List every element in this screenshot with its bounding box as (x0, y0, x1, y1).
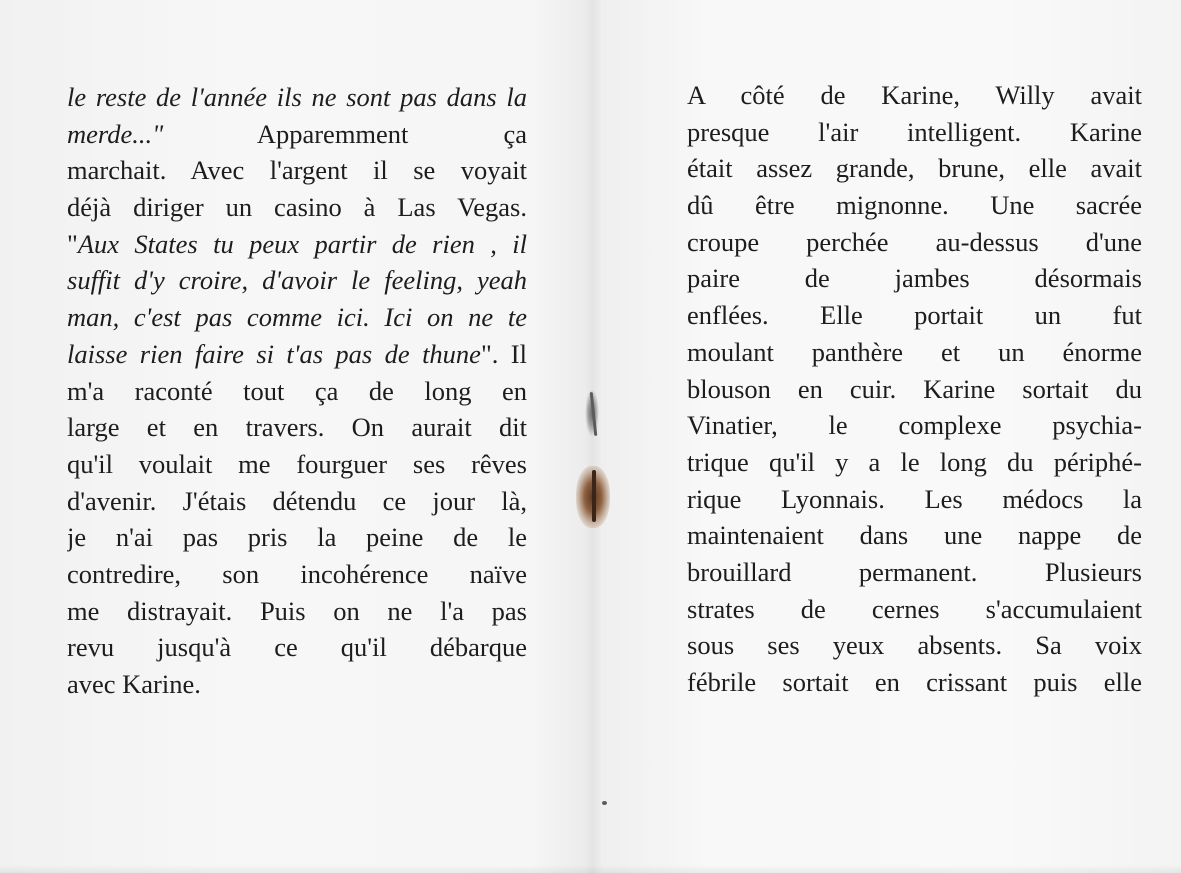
text-segment: ". Il (480, 338, 527, 369)
left-page-line (67, 593, 527, 630)
text-segment: trique qu'il y a le long du périphé- (687, 446, 1142, 477)
paper-speck (602, 801, 607, 805)
text-segment: enflées. Elle portait un fut (687, 300, 1142, 331)
text-segment: strates de cernes s'accumulaient (687, 593, 1142, 624)
right-page-line (687, 260, 1142, 297)
text-segment: presque l'air intelligent. Karine (687, 116, 1142, 147)
text-segment: moulant panthère et un énorme (687, 336, 1142, 367)
right-page-line (687, 444, 1142, 481)
right-page-line (687, 187, 1142, 224)
left-page-line (67, 299, 527, 336)
left-page-line (67, 483, 527, 520)
text-segment: suffit d'y croire, d'avoir le feeling, yeah (67, 265, 527, 296)
text-segment: d'avenir. J'étais détendu ce jour là, (67, 485, 527, 516)
text-segment: avec Karine. (67, 669, 201, 699)
right-page-line (687, 664, 1142, 701)
left-page-text (67, 79, 527, 703)
text-segment: qu'il voulait me fourguer ses rêves (67, 448, 527, 479)
text-segment: " (67, 228, 78, 259)
left-page-line (67, 409, 527, 446)
text-segment: paire de jambes désormais (687, 263, 1142, 294)
left-page (0, 0, 590, 873)
left-page-line (67, 79, 527, 116)
text-segment: brouillard permanent. Plusieurs (687, 556, 1142, 587)
text-segment: le reste de l'année ils ne sont pas dans la (67, 82, 527, 112)
right-page-line (687, 77, 1142, 114)
right-page-line (687, 627, 1142, 664)
text-segment: dû être mignonne. Une sacrée (687, 190, 1142, 221)
page-bottom-edge (0, 865, 1181, 873)
right-page-line (687, 481, 1142, 518)
text-segment: Aux States tu peux partir de rien , il (77, 228, 527, 259)
right-page-line (687, 591, 1142, 628)
left-page-line (67, 152, 527, 189)
text-segment: merde..." (67, 118, 164, 149)
left-page-line (67, 189, 527, 226)
text-segment: m'a raconté tout ça de long en (67, 375, 527, 406)
right-page-text (687, 77, 1142, 701)
bottom-staple-wire (592, 470, 596, 522)
left-page-line (67, 262, 527, 299)
text-segment: rique Lyonnais. Les médocs la (687, 483, 1142, 514)
text-segment: fébrile sortait en crissant puis elle (687, 667, 1142, 697)
left-page-line (67, 373, 527, 410)
right-page-line (687, 371, 1142, 408)
right-page-line (687, 297, 1142, 334)
text-segment: man, c'est pas comme ici. Ici on ne te (67, 302, 527, 333)
right-page-line (687, 554, 1142, 591)
left-page-line (67, 629, 527, 666)
text-segment: était assez grande, brune, elle avait (687, 153, 1142, 184)
right-page-line (687, 517, 1142, 554)
text-segment: je n'ai pas pris la peine de le (67, 522, 527, 553)
left-page-line (67, 446, 527, 483)
left-page-line (67, 116, 527, 153)
text-segment: laisse rien faire si t'as pas de thune (67, 338, 481, 369)
left-page-line (67, 336, 527, 373)
left-page-line (67, 666, 527, 703)
left-page-line (67, 556, 527, 593)
left-page-line (67, 519, 527, 556)
text-segment: A côté de Karine, Willy avait (687, 80, 1142, 110)
text-segment: me distrayait. Puis on ne l'a pas (67, 595, 527, 626)
right-page-line (687, 334, 1142, 371)
text-segment: croupe perchée au-dessus d'une (687, 226, 1142, 257)
text-segment: Apparemment ça (163, 118, 527, 149)
text-segment: déjà diriger un casino à Las Vegas. (67, 192, 527, 223)
text-segment: blouson en cuir. Karine sortait du (687, 373, 1142, 404)
right-page-line (687, 224, 1142, 261)
text-segment: contredire, son incohérence naïve (67, 558, 527, 589)
right-page (590, 0, 1181, 873)
text-segment: marchait. Avec l'argent il se voyait (67, 155, 527, 186)
left-page-line (67, 226, 527, 263)
text-segment: maintenaient dans une nappe de (687, 520, 1142, 551)
text-segment: Vinatier, le complexe psychia- (687, 410, 1142, 441)
right-page-line (687, 150, 1142, 187)
text-segment: large et en travers. On aurait dit (67, 412, 527, 443)
text-segment: sous ses yeux absents. Sa voix (687, 630, 1142, 661)
right-page-line (687, 114, 1142, 151)
right-page-line (687, 407, 1142, 444)
text-segment: revu jusqu'à ce qu'il débarque (67, 632, 527, 663)
